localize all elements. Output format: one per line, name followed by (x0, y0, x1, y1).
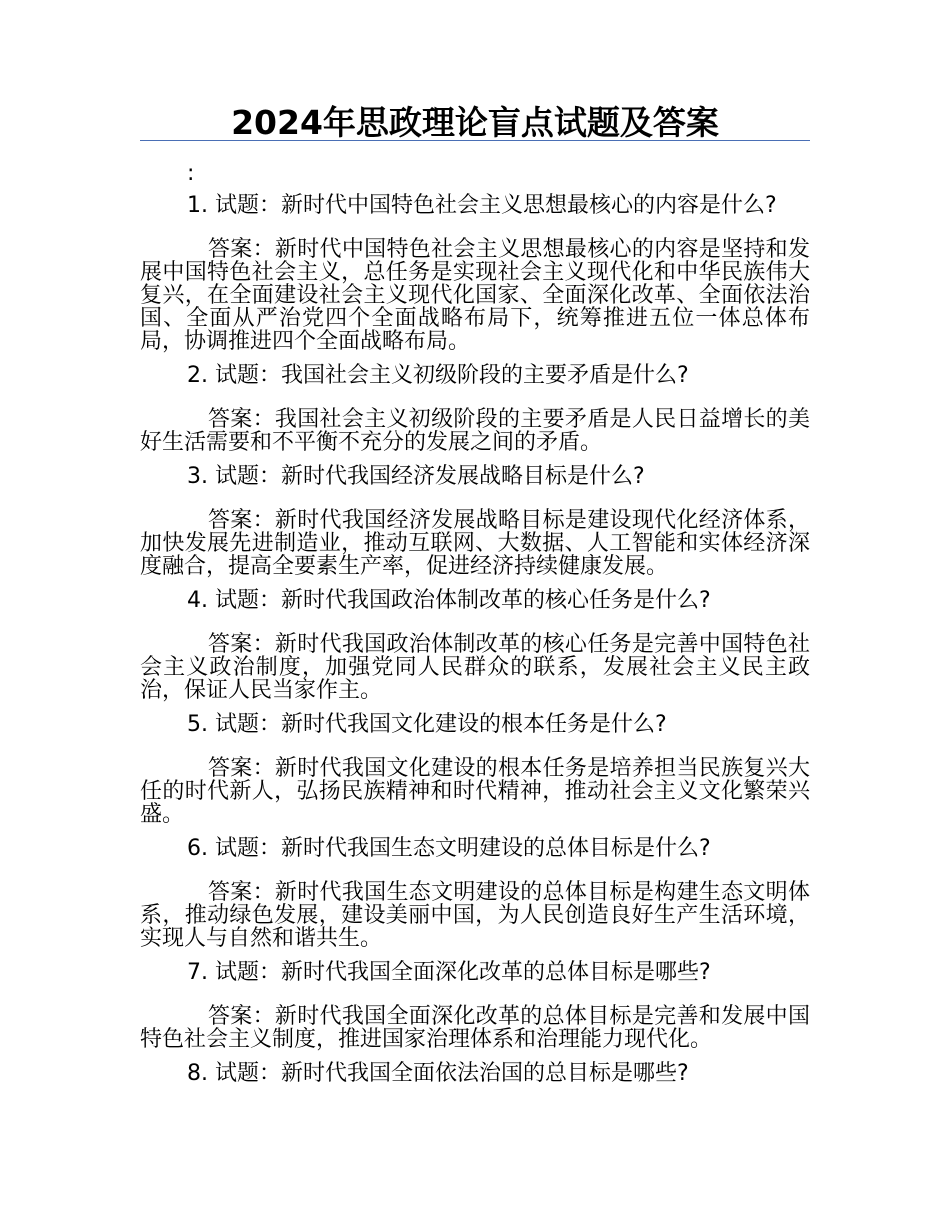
question-2: 2. 试题：我国社会主义初级阶段的主要矛盾是什么? (187, 363, 689, 388)
intro-text: : (187, 161, 195, 186)
answer-7: 答案：新时代我国全面深化改革的总体目标是完善和发展中国特色社会主义制度，推进国家治理体系和治理能力现代化。 (140, 1004, 810, 1052)
qa-list (140, 194, 810, 1106)
answer-6: 答案：新时代我国生态文明建设的总体目标是构建生态文明体系，推动绿色发展，建设美丽中国，为人民创造良好生产生活环境，实现人与自然和谐共生。 (140, 880, 810, 951)
question-5: 5. 试题：新时代我国文化建设的根本任务是什么? (187, 712, 667, 737)
question-8: 8. 试题：新时代我国全面依法治国的总目标是哪些? (187, 1061, 689, 1086)
question-3: 3. 试题：新时代我国经济发展战略目标是什么? (187, 464, 645, 489)
answer-1: 答案：新时代中国特色社会主义思想最核心的内容是坚持和发展中国特色社会主义，总任务是实现社会主义现代化和中华民族伟大复兴，在全面建设社会主义现代化国家、全面深化改革、全面依法治国、全面从严治党四个全面战略布局下，统筹推进五位一体总体布局，协调推进四个全面战略布局。 (140, 237, 810, 354)
document-title: 2024年思政理论盲点试题及答案 (231, 103, 719, 142)
question-7: 7. 试题：新时代我国全面深化改革的总体目标是哪些? (187, 960, 711, 985)
answer-5: 答案：新时代我国文化建设的根本任务是培养担当民族复兴大任的时代新人，弘扬民族精神和时代精神，推动社会主义文化繁荣兴盛。 (140, 756, 810, 827)
question-4: 4. 试题：新时代我国政治体制改革的核心任务是什么? (187, 588, 711, 613)
answer-4: 答案：新时代我国政治体制改革的核心任务是完善中国特色社会主义政治制度，加强党同人民群众的联系，发展社会主义民主政治，保证人民当家作主。 (140, 632, 810, 703)
title-underline (140, 140, 810, 141)
question-6: 6. 试题：新时代我国生态文明建设的总体目标是什么? (187, 836, 711, 861)
answer-2: 答案：我国社会主义初级阶段的主要矛盾是人民日益增长的美好生活需要和不平衡不充分的发展之间的矛盾。 (140, 407, 810, 455)
answer-3: 答案：新时代我国经济发展战略目标是建设现代化经济体系，加快发展先进制造业，推动互联网、大数据、人工智能和实体经济深度融合，提高全要素生产率，促进经济持续健康发展。 (140, 508, 810, 579)
question-1: 1. 试题：新时代中国特色社会主义思想最核心的内容是什么? (187, 193, 777, 218)
